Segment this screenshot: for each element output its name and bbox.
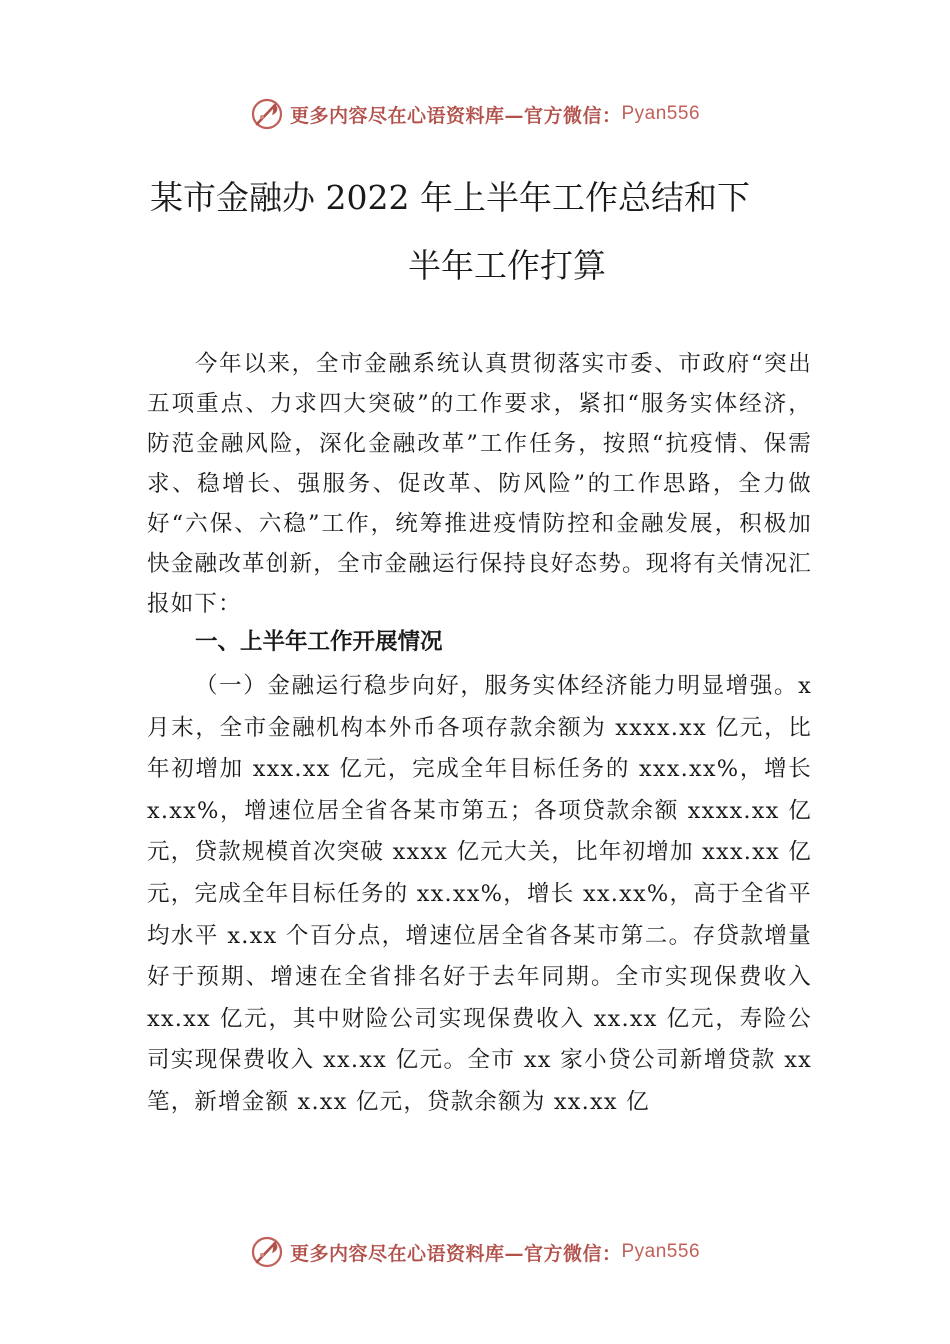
watermark-banner-bottom <box>0 1232 950 1272</box>
document-title-line-2: 半年工作打算 <box>408 246 606 285</box>
watermark-text: 更多内容尽在心语资料库—官方微信： <box>289 104 622 127</box>
intro-paragraph: 今年以来，全市金融系统认真贯彻落实市委、市政府“突出五项重点、力求四大突破”的工作要求，紧扣“服务实体经济，防范金融风险，深化金融改革”工作任务，按照“抗疫情、保需求、稳增长、强服务、促改革、防风险”的工作思路，全力做好“六保、六稳”工作，统筹推进疫情防控和金融发展，积极加快金融改革创新，全市金融运行保持良好态势。现将有关情况汇报如下： <box>147 351 812 617</box>
document-title-line-1: 某市金融办 2022 年上半年工作总结和下 <box>150 178 750 217</box>
watermark-wechat-id: Pyan556 <box>621 103 701 124</box>
watermark-banner-top <box>0 94 950 134</box>
section-heading-1: 一、上半年工作开展情况 <box>195 629 443 655</box>
watermark-text: 更多内容尽在心语资料库—官方微信： <box>289 1242 622 1265</box>
quill-seal-icon <box>250 97 284 131</box>
quill-seal-icon <box>250 1235 284 1269</box>
section-1-paragraph: （一）金融运行稳步向好，服务实体经济能力明显增强。x 月末，全市金融机构本外币各项存款余额为 xxxx.xx 亿元，比年初增加 xxx.xx 亿元，完成全年目标任务的 xxx.xx%，增长 x.xx%，增速位居全省各某市第五；各项贷款余额 xxxx.xx 亿元，贷款规模首次突破 xxxx 亿元大关，比年初增加 xxx.xx 亿元，完成全年目标任务的 xx.xx%，增长 xx.xx%，高于全省平均水平 x.xx 个百分点，增速位居全省各某市第二。存贷款增量好于预期、增速在全省排名好于去年同期。全市实现保费收入 xx.xx 亿元，其中财险公司实现保费收入 xx.xx 亿元，寿险公司实现保费收入 xx.xx 亿元。全市 xx 家小贷公司新增贷款 xx 笔，新增金额 x.xx 亿元，贷款余额为 xx.xx 亿 <box>147 673 812 1115</box>
watermark-wechat-id: Pyan556 <box>621 1241 701 1262</box>
